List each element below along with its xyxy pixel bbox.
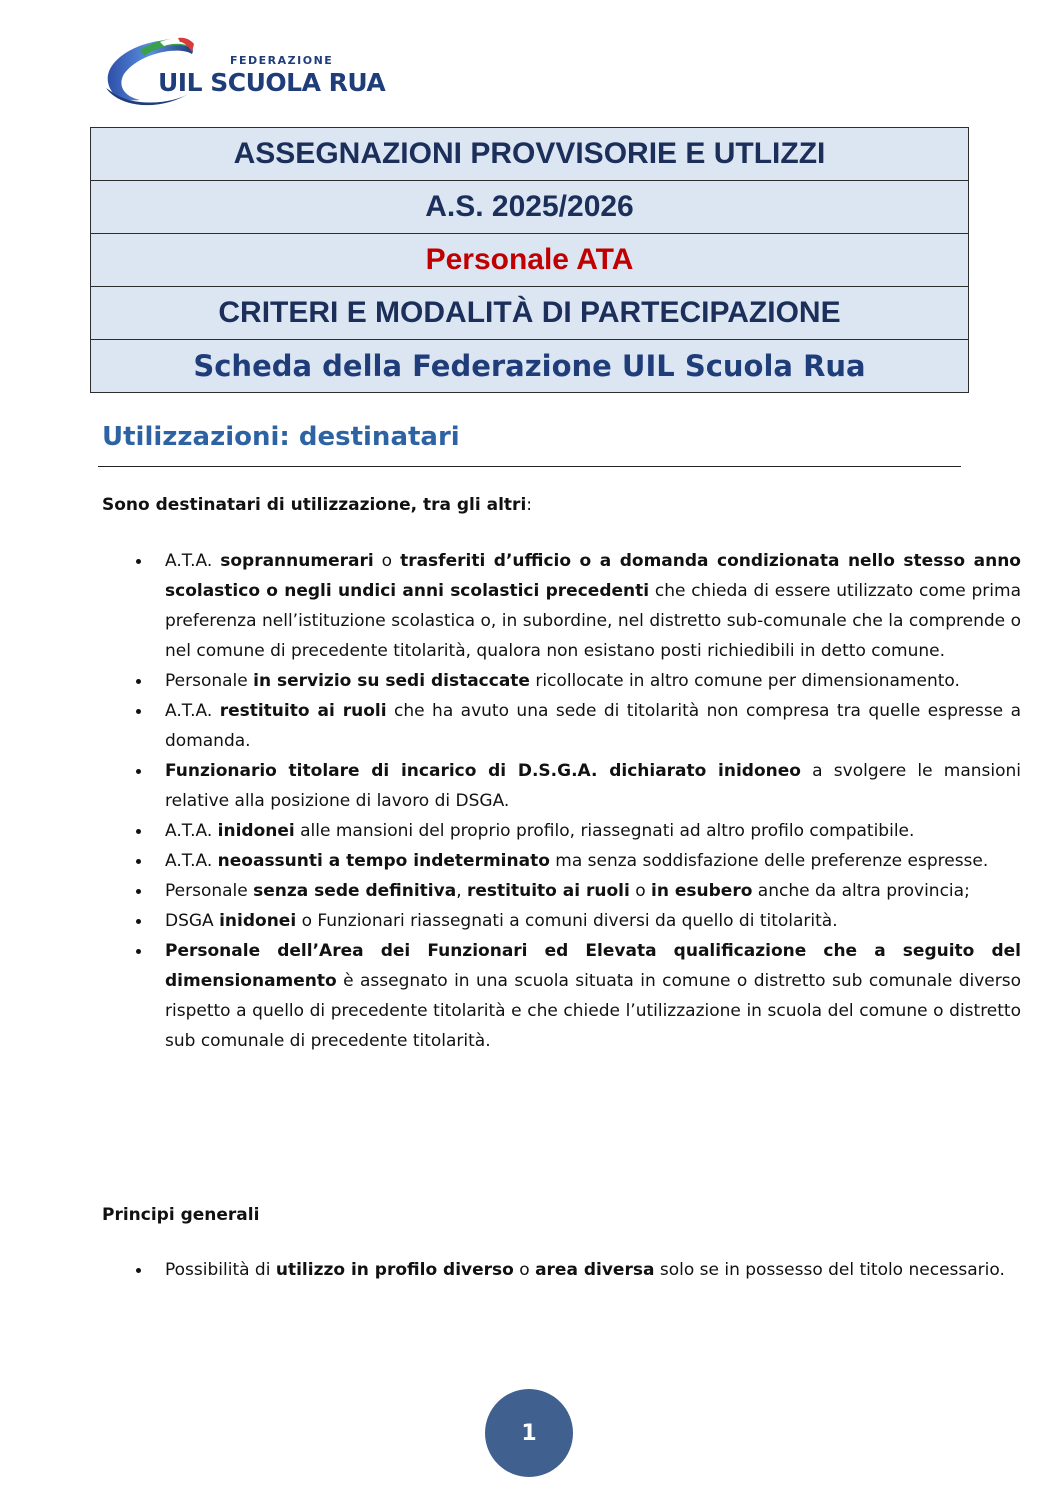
text: o [513, 1260, 536, 1280]
bold-text: inidonei [219, 911, 297, 931]
text: è assegnato in una scuola situata in comune o distretto sub comunale diverso rispetto a quello di precedente titolarità e che chiede l’utilizzazione in scuola del comune o distretto sub comunale di precedente titolarità. [165, 971, 1021, 1051]
intro-bold: Sono destinatari di utilizzazione, tra gli altri [102, 495, 527, 515]
title-row-3: Personale ATA [91, 234, 969, 287]
bold-text: trasferiti d’ufficio o a domanda condizionata nello stesso anno scolastico o negli undici anni scolastici precedenti [165, 551, 1021, 601]
text: , [456, 881, 467, 901]
logo-name-text: UIL SCUOLA RUA [158, 68, 386, 97]
list-item [165, 546, 1021, 666]
bold-text: utilizzo in profilo diverso [275, 1260, 514, 1280]
list-item [165, 876, 1021, 906]
page-number: 1 [521, 1420, 537, 1446]
heading-divider [98, 466, 961, 467]
list-item [165, 816, 1021, 846]
text: Personale [165, 881, 254, 901]
list-item [165, 1255, 1021, 1285]
bold-text: in esubero [651, 881, 753, 901]
list-item [165, 666, 1021, 696]
text: A.T.A. [165, 701, 220, 721]
title-row-1: ASSEGNAZIONI PROVVISORIE E UTLIZZI [91, 128, 969, 181]
title-row-2: A.S. 2025/2026 [91, 181, 969, 234]
text: anche da altra provincia; [752, 881, 970, 901]
list-item [165, 936, 1021, 1056]
text: o Funzionari riassegnati a comuni diversi da quello di titolarità. [296, 911, 838, 931]
text: Personale [165, 671, 254, 691]
intro-paragraph [102, 495, 532, 515]
text: o [373, 551, 401, 571]
principi-heading: Principi generali [102, 1205, 260, 1225]
bold-text: in servizio su sedi distaccate [253, 671, 530, 691]
text: o [629, 881, 652, 901]
list-item [165, 906, 1021, 936]
text: alle mansioni del proprio profilo, riassegnati ad altro profilo compatibile. [294, 821, 915, 841]
bold-text: soprannumerari [220, 551, 374, 571]
intro-tail: : [526, 495, 533, 515]
bold-text: Personale dell’Area dei Funzionari ed Elevata qualificazione che a seguito del dimensionamento [165, 941, 1021, 991]
title-row-5: Scheda della Federazione UIL Scuola Rua [91, 340, 969, 393]
list-item [165, 756, 1021, 816]
text: A.T.A. [165, 551, 221, 571]
bold-text: inidonei [217, 821, 295, 841]
bold-text: senza sede definitiva [253, 881, 457, 901]
page-number-badge [485, 1389, 573, 1477]
text: A.T.A. [165, 851, 218, 871]
text: Possibilità di [165, 1260, 276, 1280]
list-item [165, 846, 1021, 876]
bold-text: restituito ai ruoli [219, 701, 387, 721]
uil-scuola-logo [100, 30, 390, 114]
text: che chieda di essere utilizzato come prima preferenza nell’istituzione scolastica o, in subordine, nel distretto sub-comunale che la comprende o nel comune di precedente titolarità, qualora non esistano posti richiedibili in detto comune. [165, 581, 1021, 661]
principi-list [102, 1255, 1021, 1285]
text: che ha avuto una sede di titolarità non compresa tra quelle espresse a domanda. [165, 701, 1021, 751]
destinatari-list [102, 546, 1021, 1056]
bold-text: restituito ai ruoli [467, 881, 630, 901]
text: a svolgere le mansioni relative alla posizione di lavoro di DSGA. [165, 761, 1021, 811]
text: ma senza soddisfazione delle preferenze espresse. [549, 851, 989, 871]
title-row-4: CRITERI E MODALITÀ DI PARTECIPAZIONE [91, 287, 969, 340]
bold-text: neoassunti a tempo indeterminato [217, 851, 550, 871]
section-heading: Utilizzazioni: destinatari [102, 422, 460, 452]
text: A.T.A. [165, 821, 218, 841]
bold-text: Funzionario titolare di incarico di D.S.G.A. dichiarato inidoneo [165, 761, 801, 781]
text: DSGA [165, 911, 220, 931]
bold-text: area diversa [535, 1260, 655, 1280]
list-item [165, 696, 1021, 756]
logo-federazione-text: FEDERAZIONE [230, 54, 334, 67]
text: ricollocate in altro comune per dimensionamento. [529, 671, 960, 691]
title-box [90, 127, 969, 393]
text: solo se in possesso del titolo necessario. [654, 1260, 1005, 1280]
